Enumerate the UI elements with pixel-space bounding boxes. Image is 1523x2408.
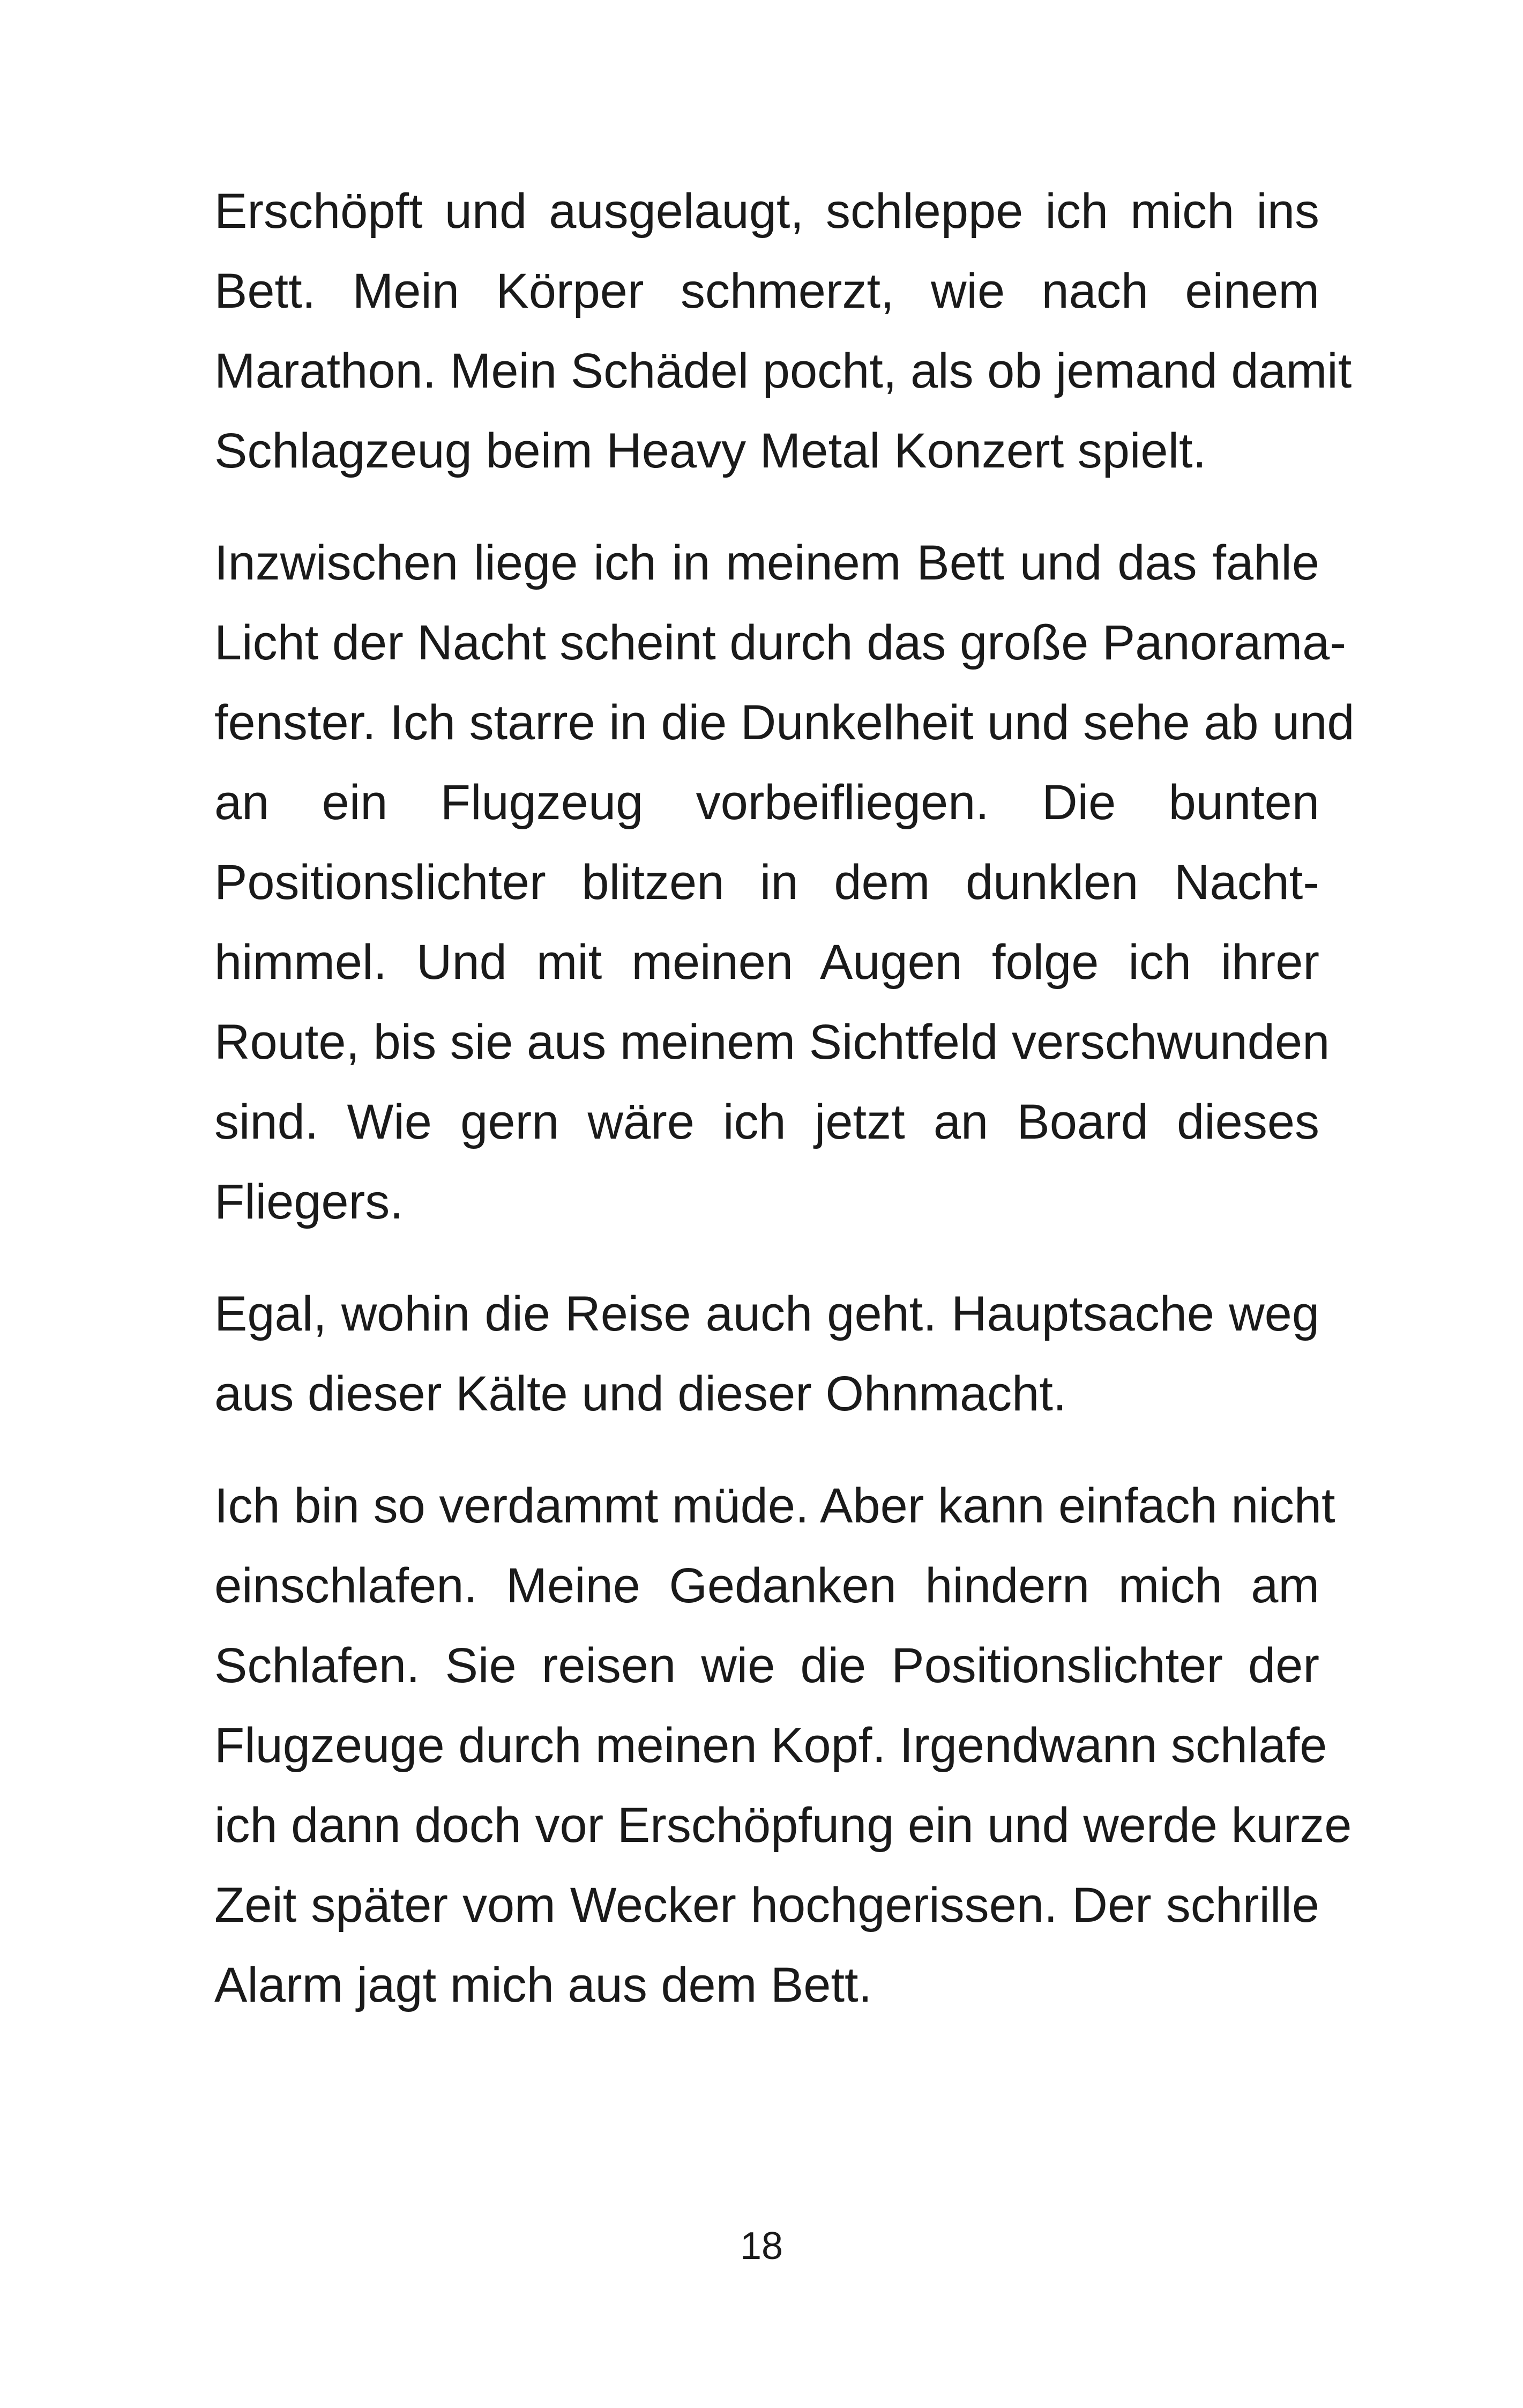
text-line: Fliegers.	[214, 1175, 404, 1229]
text-line: Route, bis sie aus meinem Sichtfeld verschwunden	[214, 1015, 1330, 1069]
text-line: Erschöpft und ausgelaugt, schleppe ich mich ins	[214, 184, 1319, 239]
text-line: sind. Wie gern wäre ich jetzt an Board dieses	[214, 1095, 1319, 1149]
paragraph-1	[214, 172, 1352, 491]
text-line: einschlafen. Meine Gedanken hindern mich am	[214, 1558, 1319, 1613]
text-line: Ich bin so verdammt müde. Aber kann einfach nicht	[214, 1478, 1335, 1533]
paragraph-2	[214, 523, 1355, 1242]
text-line: aus dieser Kälte und dieser Ohnmacht.	[214, 1366, 1067, 1421]
text-line: Marathon. Mein Schädel pocht, als ob jemand damit	[214, 344, 1352, 398]
page-number: 18	[740, 2225, 783, 2268]
text-line: himmel. Und mit meinen Augen folge ich ihrer	[214, 935, 1319, 990]
body-text	[214, 172, 1355, 2057]
text-line: Schlagzeug beim Heavy Metal Konzert spielt.	[214, 423, 1207, 478]
text-line: Alarm jagt mich aus dem Bett.	[214, 1958, 872, 2012]
text-line: ich dann doch vor Erschöpfung ein und werde kurze	[214, 1798, 1352, 1853]
text-line: Bett. Mein Körper schmerzt, wie nach einem	[214, 264, 1319, 318]
text-line: Schlafen. Sie reisen wie die Positionslichter der	[214, 1638, 1319, 1693]
text-line: Egal, wohin die Reise auch geht. Hauptsache weg	[214, 1287, 1319, 1341]
paragraph-3	[214, 1274, 1319, 1434]
text-line: an ein Flugzeug vorbeifliegen. Die bunten	[214, 775, 1319, 830]
text-line: Zeit später vom Wecker hochgerissen. Der schrille	[214, 1878, 1319, 1933]
paragraph-4	[214, 1466, 1352, 2025]
text-line: fenster. Ich starre in die Dunkelheit und sehe ab und	[214, 695, 1355, 750]
text-line: Licht der Nacht scheint durch das große Panorama-	[214, 615, 1346, 670]
text-line: Positionslichter blitzen in dem dunklen Nacht-	[214, 855, 1319, 910]
text-line: Inzwischen liege ich in meinem Bett und das fahle	[214, 536, 1319, 590]
text-line: Flugzeuge durch meinen Kopf. Irgendwann schlafe	[214, 1718, 1327, 1773]
